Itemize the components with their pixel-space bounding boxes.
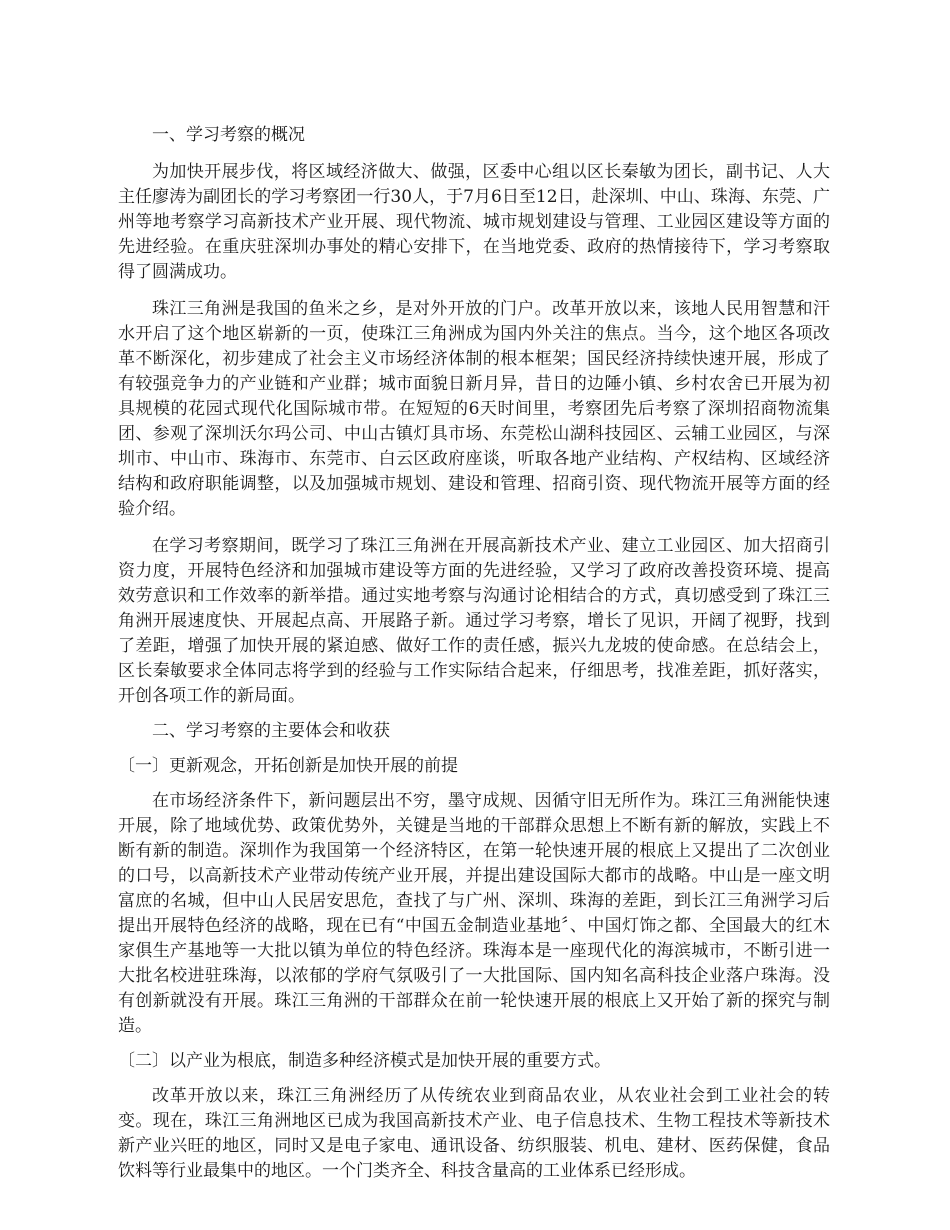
paragraph-pearl-river-delta: 珠江三角洲是我国的鱼米之乡，是对外开放的门户。改革开放以来，该地人民用智慧和汗水开启了这个地区崭新的一页，使珠江三角洲成为国内外关注的焦点。当今，这个地区各项改革不断深化，初步建成了社会主义市场经济体制的根本框架；国民经济持续快速开展，形成了有较强竞争力的产业链和产业群；城市面貌日新月异，昔日的边陲小镇、乡村农舍已开展为初具规模的花园式现代化国际城市带。在短短的6天时间里，考察团先后考察了深圳招商物流集团、参观了深圳沃尔玛公司、中山古镇灯具市场、东莞松山湖科技园区、云辅工业园区，与深圳市、中山市、珠海市、东莞市、白云区政府座谈，听取各地产业结构、产权结构、区域经济结构和政府职能调整，以及加强城市规划、建设和管理、招商引资、现代物流开展等方面的经验介绍。 bbox=[118, 299, 830, 519]
paragraph-study-period: 在学习考察期间，既学习了珠江三角洲在开展高新技术产业、建立工业园区、加大招商引资力度，开展特色经济和加强城市建设等方面的先进经验，又学习了政府改善投资环境、提高效劳意识和工作效率的新举措。通过实地考察与沟通讨论相结合的方式，真切感受到了珠江三角洲开展速度快、开展起点高、开展路子新。通过学习考察，增长了见识，开阔了视野，找到了差距，增强了加快开展的紧迫感、做好工作的责任感，振兴九龙坡的使命感。在总结会上，区长秦敏要求全体同志将学到的经验与工作实际结合起来，仔细思考，找准差距，抓好落实，开创各项工作的新局面。 bbox=[118, 536, 830, 706]
section-heading-insights: 二、学习考察的主要体会和收获 bbox=[152, 721, 390, 741]
document-body bbox=[118, 123, 830, 1184]
section-heading-overview: 一、学习考察的概况 bbox=[152, 125, 305, 145]
paragraph-innovation: 在市场经济条件下，新问题层出不穷，墨守成规、因循守旧无所作为。珠江三角洲能快速开展，除了地域优势、政策优势外，关键是当地的干部群众思想上不断有新的解放，实践上不断有新的制造。深圳作为我国第一个经济特区，在第一轮快速开展的根底上又提出了二次创业的口号，以高新技术产业带动传统产业开展，并提出建设国际大都市的战略。中山是一座文明富庶的名城，但中山人民居安思危，查找了与广州、深圳、珠海的差距，到长江三角洲学习后提出开展特色经济的战略，现在已有“中国五金制造业基地〞、中国灯饰之都、全国最大的红木家俱生产基地等一大批以镇为单位的特色经济。珠海本是一座现代化的海滨城市，不断引进一大批名校进驻珠海，以浓郁的学府气氛吸引了一大批国际、国内知名高科技企业落户珠海。没有创新就没有开展。珠江三角洲的干部群众在前一轮快速开展的根底上又开始了新的探究与制造。 bbox=[118, 791, 830, 1036]
paragraph-industry: 改革开放以来，珠江三角洲经历了从传统农业到商品农业，从农业社会到工业社会的转变。现在，珠江三角洲地区已成为我国高新技术产业、电子信息技术、生物工程技术等新技术新产业兴旺的地区，同时又是电子家电、通讯设备、纺织服装、机电、建材、医药保健，食品饮料等行业最集中的地区。一个门类齐全、科技含量高的工业体系已经形成。 bbox=[118, 1086, 830, 1181]
subsection-heading-innovation: 〔一〕更新观念，开拓创新是加快开展的前提 bbox=[118, 756, 458, 776]
subsection-heading-industry: 〔二〕以产业为根底，制造多种经济模式是加快开展的重要方式。 bbox=[118, 1051, 611, 1071]
paragraph-overview-intro: 为加快开展步伐，将区域经济做大、做强，区委中心组以区长秦敏为团长，副书记、人大主任廖涛为副团长的学习考察团一行30人，于7月6日至12日，赴深圳、中山、珠海、东莞、广州等地考察学习高新技术产业开展、现代物流、城市规划建设与管理、工业园区建设等方面的先进经验。在重庆驻深圳办事处的精心安排下，在当地党委、政府的热情接待下，学习考察取得了圆满成功。 bbox=[118, 162, 830, 282]
